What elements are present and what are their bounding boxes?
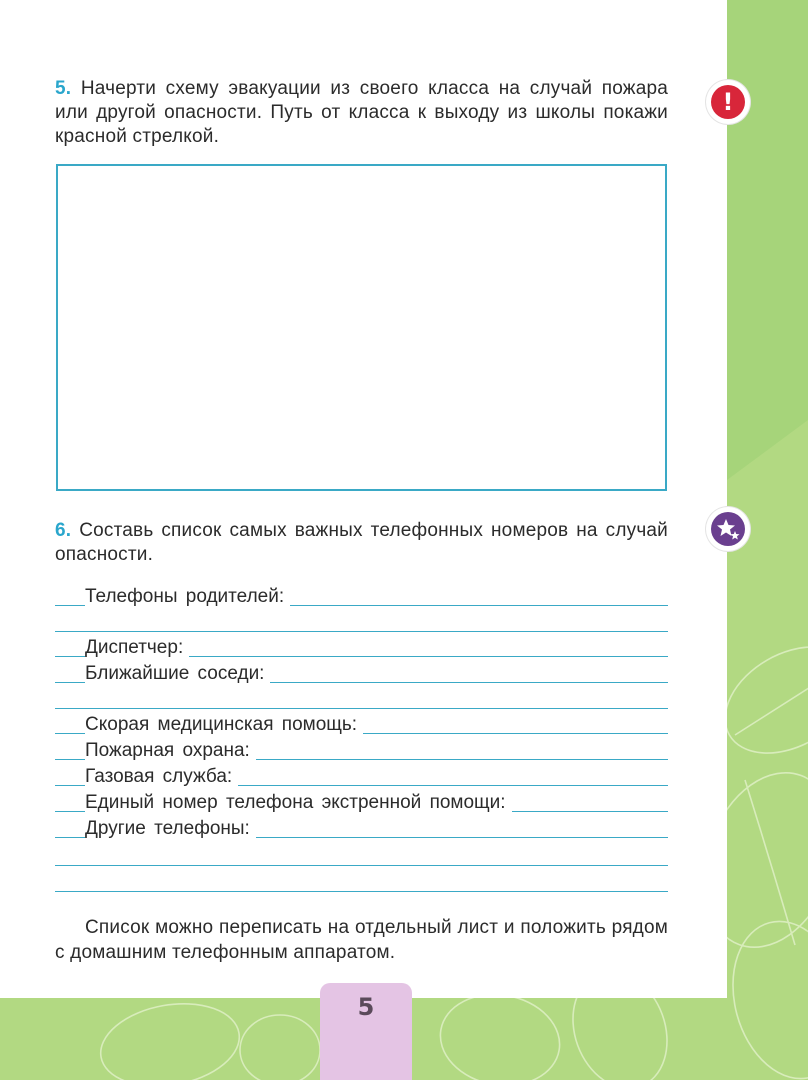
answer-line[interactable] [55,708,668,709]
page-number-tab [320,983,412,1080]
stars-icon [711,512,745,546]
task-6-number: 6. [55,520,72,541]
phone-label-ambulance: Скорая медицинская помощь: [85,714,363,736]
phone-row-other[interactable] [55,815,668,841]
task-5-text: Начерти схему эвакуации из своего класса на случай пожара или другой опасности. Путь от класса к выходу из школы покажи красной стрелкой. [55,78,668,147]
answer-line[interactable] [55,631,668,632]
note-text: Список можно переписать на отдельный лист и положить рядом с домашним телефонным аппаратом. [55,917,668,963]
phone-label-emergency: Единый номер телефона экстренной помощи: [85,792,512,814]
task-6-instruction [55,519,668,567]
phone-row-dispatcher[interactable] [55,634,668,660]
phone-label-parents: Телефоны родителей: [85,586,290,608]
answer-line-extra-3[interactable] [55,843,668,869]
answer-line[interactable] [55,891,668,892]
phone-row-fire[interactable] [55,737,668,763]
phone-label-gas: Газовая служба: [85,766,238,788]
phone-row-gas[interactable] [55,763,668,789]
phone-label-neighbors: Ближайшие соседи: [85,663,270,685]
stars-icon-graphic [715,516,741,542]
task-5-instruction [55,77,668,149]
phone-label-dispatcher: Диспетчер: [85,637,189,659]
evacuation-plan-drawing-area[interactable] [56,164,667,491]
stars-badge [706,507,750,551]
alert-badge [706,80,750,124]
phone-row-parents[interactable] [55,583,668,609]
exclamation-symbol: ! [722,88,734,116]
phone-label-other: Другие телефоны: [85,818,256,840]
task-5-number: 5. [55,78,72,99]
answer-line-extra-2[interactable] [55,686,668,712]
phone-row-emergency[interactable] [55,789,668,815]
exclamation-icon [711,85,745,119]
page-number: 5 [357,993,375,1021]
answer-line-extra-4[interactable] [55,869,668,895]
phone-row-ambulance[interactable] [55,711,668,737]
task-6-text: Составь список самых важных телефонных номеров на случай опасности. [55,520,668,565]
answer-line[interactable] [55,865,668,866]
answer-line-extra-1[interactable] [55,609,668,635]
phone-row-neighbors[interactable] [55,660,668,686]
phone-label-fire: Пожарная охрана: [85,740,256,762]
